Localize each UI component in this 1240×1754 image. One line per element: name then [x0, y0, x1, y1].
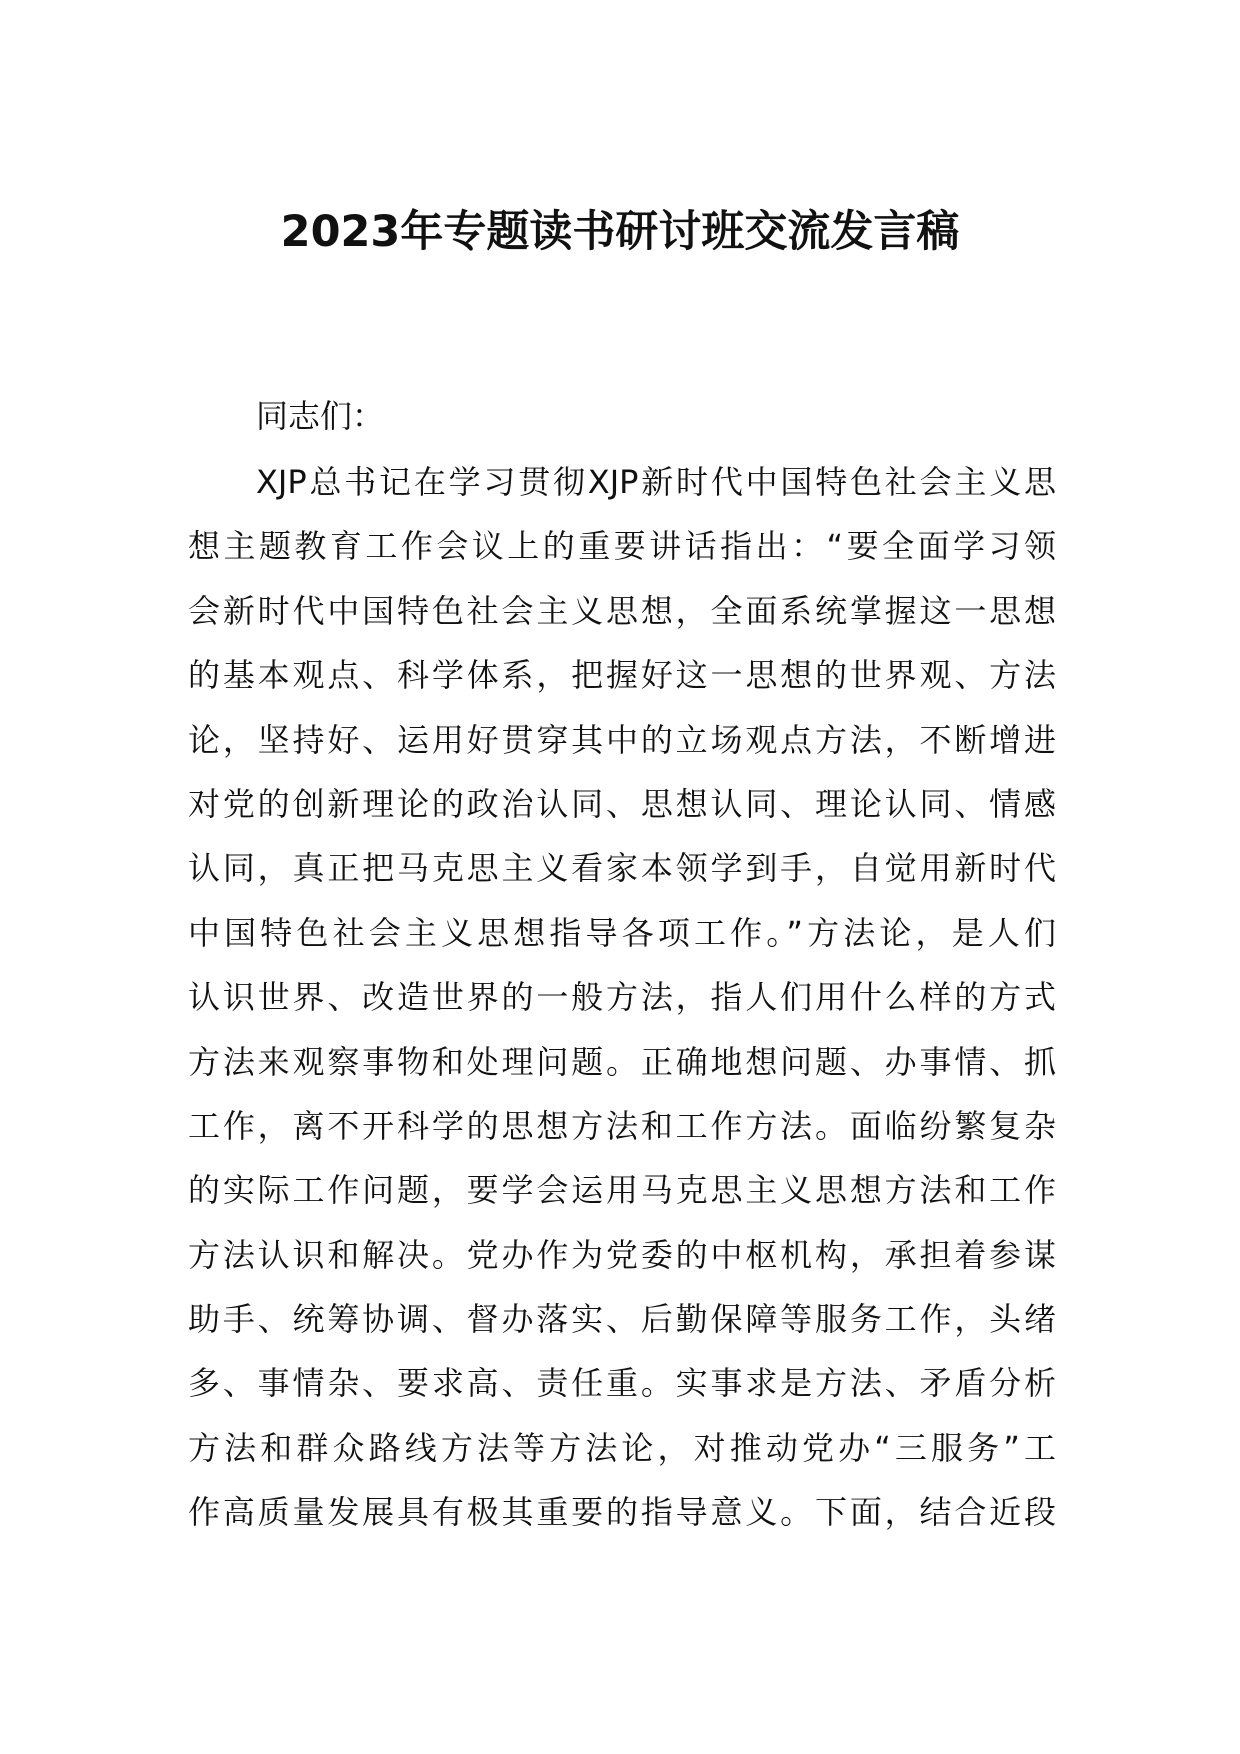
paragraph-line: 的实际工作问题，要学会运用马克思主义思想方法和工作 — [188, 1171, 1056, 1210]
paragraph-line: 想主题教育工作会议上的重要讲话指出：“要全面学习领 — [188, 527, 1056, 566]
document-title: 2023年专题读书研讨班交流发言稿 — [280, 207, 960, 257]
paragraph-line: 助手、统筹协调、督办落实、后勤保障等服务工作，头绪 — [188, 1300, 1056, 1339]
paragraph-line: 工作，离不开科学的思想方法和工作方法。面临纷繁复杂 — [188, 1106, 1056, 1145]
paragraph-line: 论，坚持好、运用好贯穿其中的立场观点方法，不断增进 — [188, 720, 1056, 759]
paragraph-line: 方法认识和解决。党办作为党委的中枢机构，承担着参谋 — [188, 1235, 1056, 1274]
paragraph-line: 方法和群众路线方法等方法论，对推动党办“三服务”工 — [188, 1428, 1056, 1467]
greeting-text: 同志们： — [256, 397, 385, 435]
paragraph-line: XJP总书记在学习贯彻XJP新时代中国特色社会主义思 — [256, 463, 1056, 501]
paragraph-line: 认同，真正把马克思主义看家本领学到手，自觉用新时代 — [188, 849, 1056, 888]
paragraph-line: 会新时代中国特色社会主义思想，全面系统掌握这一思想 — [188, 591, 1056, 630]
paragraph-line: 多、事情杂、要求高、责任重。实事求是方法、矛盾分析 — [188, 1364, 1056, 1403]
paragraph-line: 方法来观察事物和处理问题。正确地想问题、办事情、抓 — [188, 1042, 1056, 1081]
body-paragraph — [188, 456, 1056, 1551]
paragraph-line: 对党的创新理论的政治认同、思想认同、理论认同、情感 — [188, 784, 1056, 823]
paragraph-line: 认识世界、改造世界的一般方法，指人们用什么样的方式 — [188, 978, 1056, 1017]
paragraph-line: 作高质量发展具有极其重要的指导意义。下面，结合近段 — [188, 1493, 1056, 1532]
paragraph-line: 中国特色社会主义思想指导各项工作。”方法论，是人们 — [188, 913, 1056, 952]
paragraph-line: 的基本观点、科学体系，把握好这一思想的世界观、方法 — [188, 656, 1056, 695]
